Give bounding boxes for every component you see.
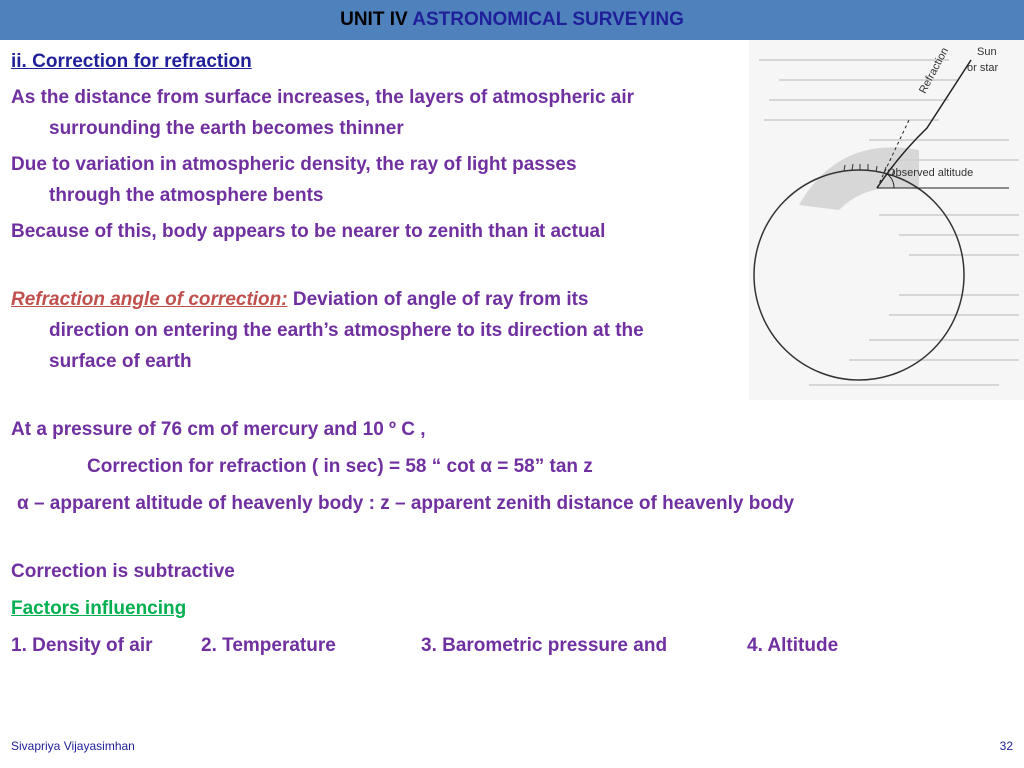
definition: Refraction angle of correction: Deviation of angle of ray from its direction on entering the earth’s atmosphere to its direction at the surface of earth xyxy=(11,289,644,372)
paragraph-3: Because of this, body appears to be nearer to zenith than it actual xyxy=(11,221,606,242)
pressure-condition: At a pressure of 76 cm of mercury and 10 º C , xyxy=(11,419,426,440)
refraction-diagram xyxy=(749,40,1024,400)
factor-item: 3. Barometric pressure and xyxy=(421,635,668,656)
paragraph-1: As the distance from surface increases, the layers of atmospheric air surrounding the earth becomes thinner xyxy=(11,87,635,139)
slide-body xyxy=(11,46,839,661)
refraction-label: Refraction xyxy=(917,45,952,96)
footer-author: Sivapriya Vijayasimhan xyxy=(11,739,135,753)
sun-label: Sun xyxy=(977,46,997,58)
factor-item: 2. Temperature xyxy=(201,635,336,656)
section-title: ii. Correction for refraction xyxy=(11,51,252,72)
factors-list xyxy=(11,630,839,661)
page-number: 32 xyxy=(999,739,1013,753)
header-title: ASTRONOMICAL SURVEYING xyxy=(412,9,684,30)
formula-legend: α – apparent altitude of heavenly body : z – apparent zenith distance of heavenly body xyxy=(17,493,795,514)
factor-item: 1. Density of air xyxy=(11,635,153,656)
earth-circle xyxy=(754,170,964,380)
refraction-formula: Correction for refraction ( in sec) = 58 “ cot α = 58” tan z xyxy=(87,456,593,477)
slide-header xyxy=(0,0,1024,40)
definition-term: Refraction angle of correction: xyxy=(11,289,288,310)
paragraph-2: Due to variation in atmospheric density, the ray of light passes through the atmosphere bents xyxy=(11,154,577,206)
correction-type: Correction is subtractive xyxy=(11,561,235,582)
observed-altitude-label: Observed altitude xyxy=(887,167,974,179)
refraction-diagram-svg xyxy=(749,40,1024,400)
star-label: or star xyxy=(967,62,999,74)
unit-label: UNIT IV xyxy=(340,9,408,30)
factors-title: Factors influencing xyxy=(11,598,187,619)
factor-item: 4. Altitude xyxy=(747,635,839,656)
